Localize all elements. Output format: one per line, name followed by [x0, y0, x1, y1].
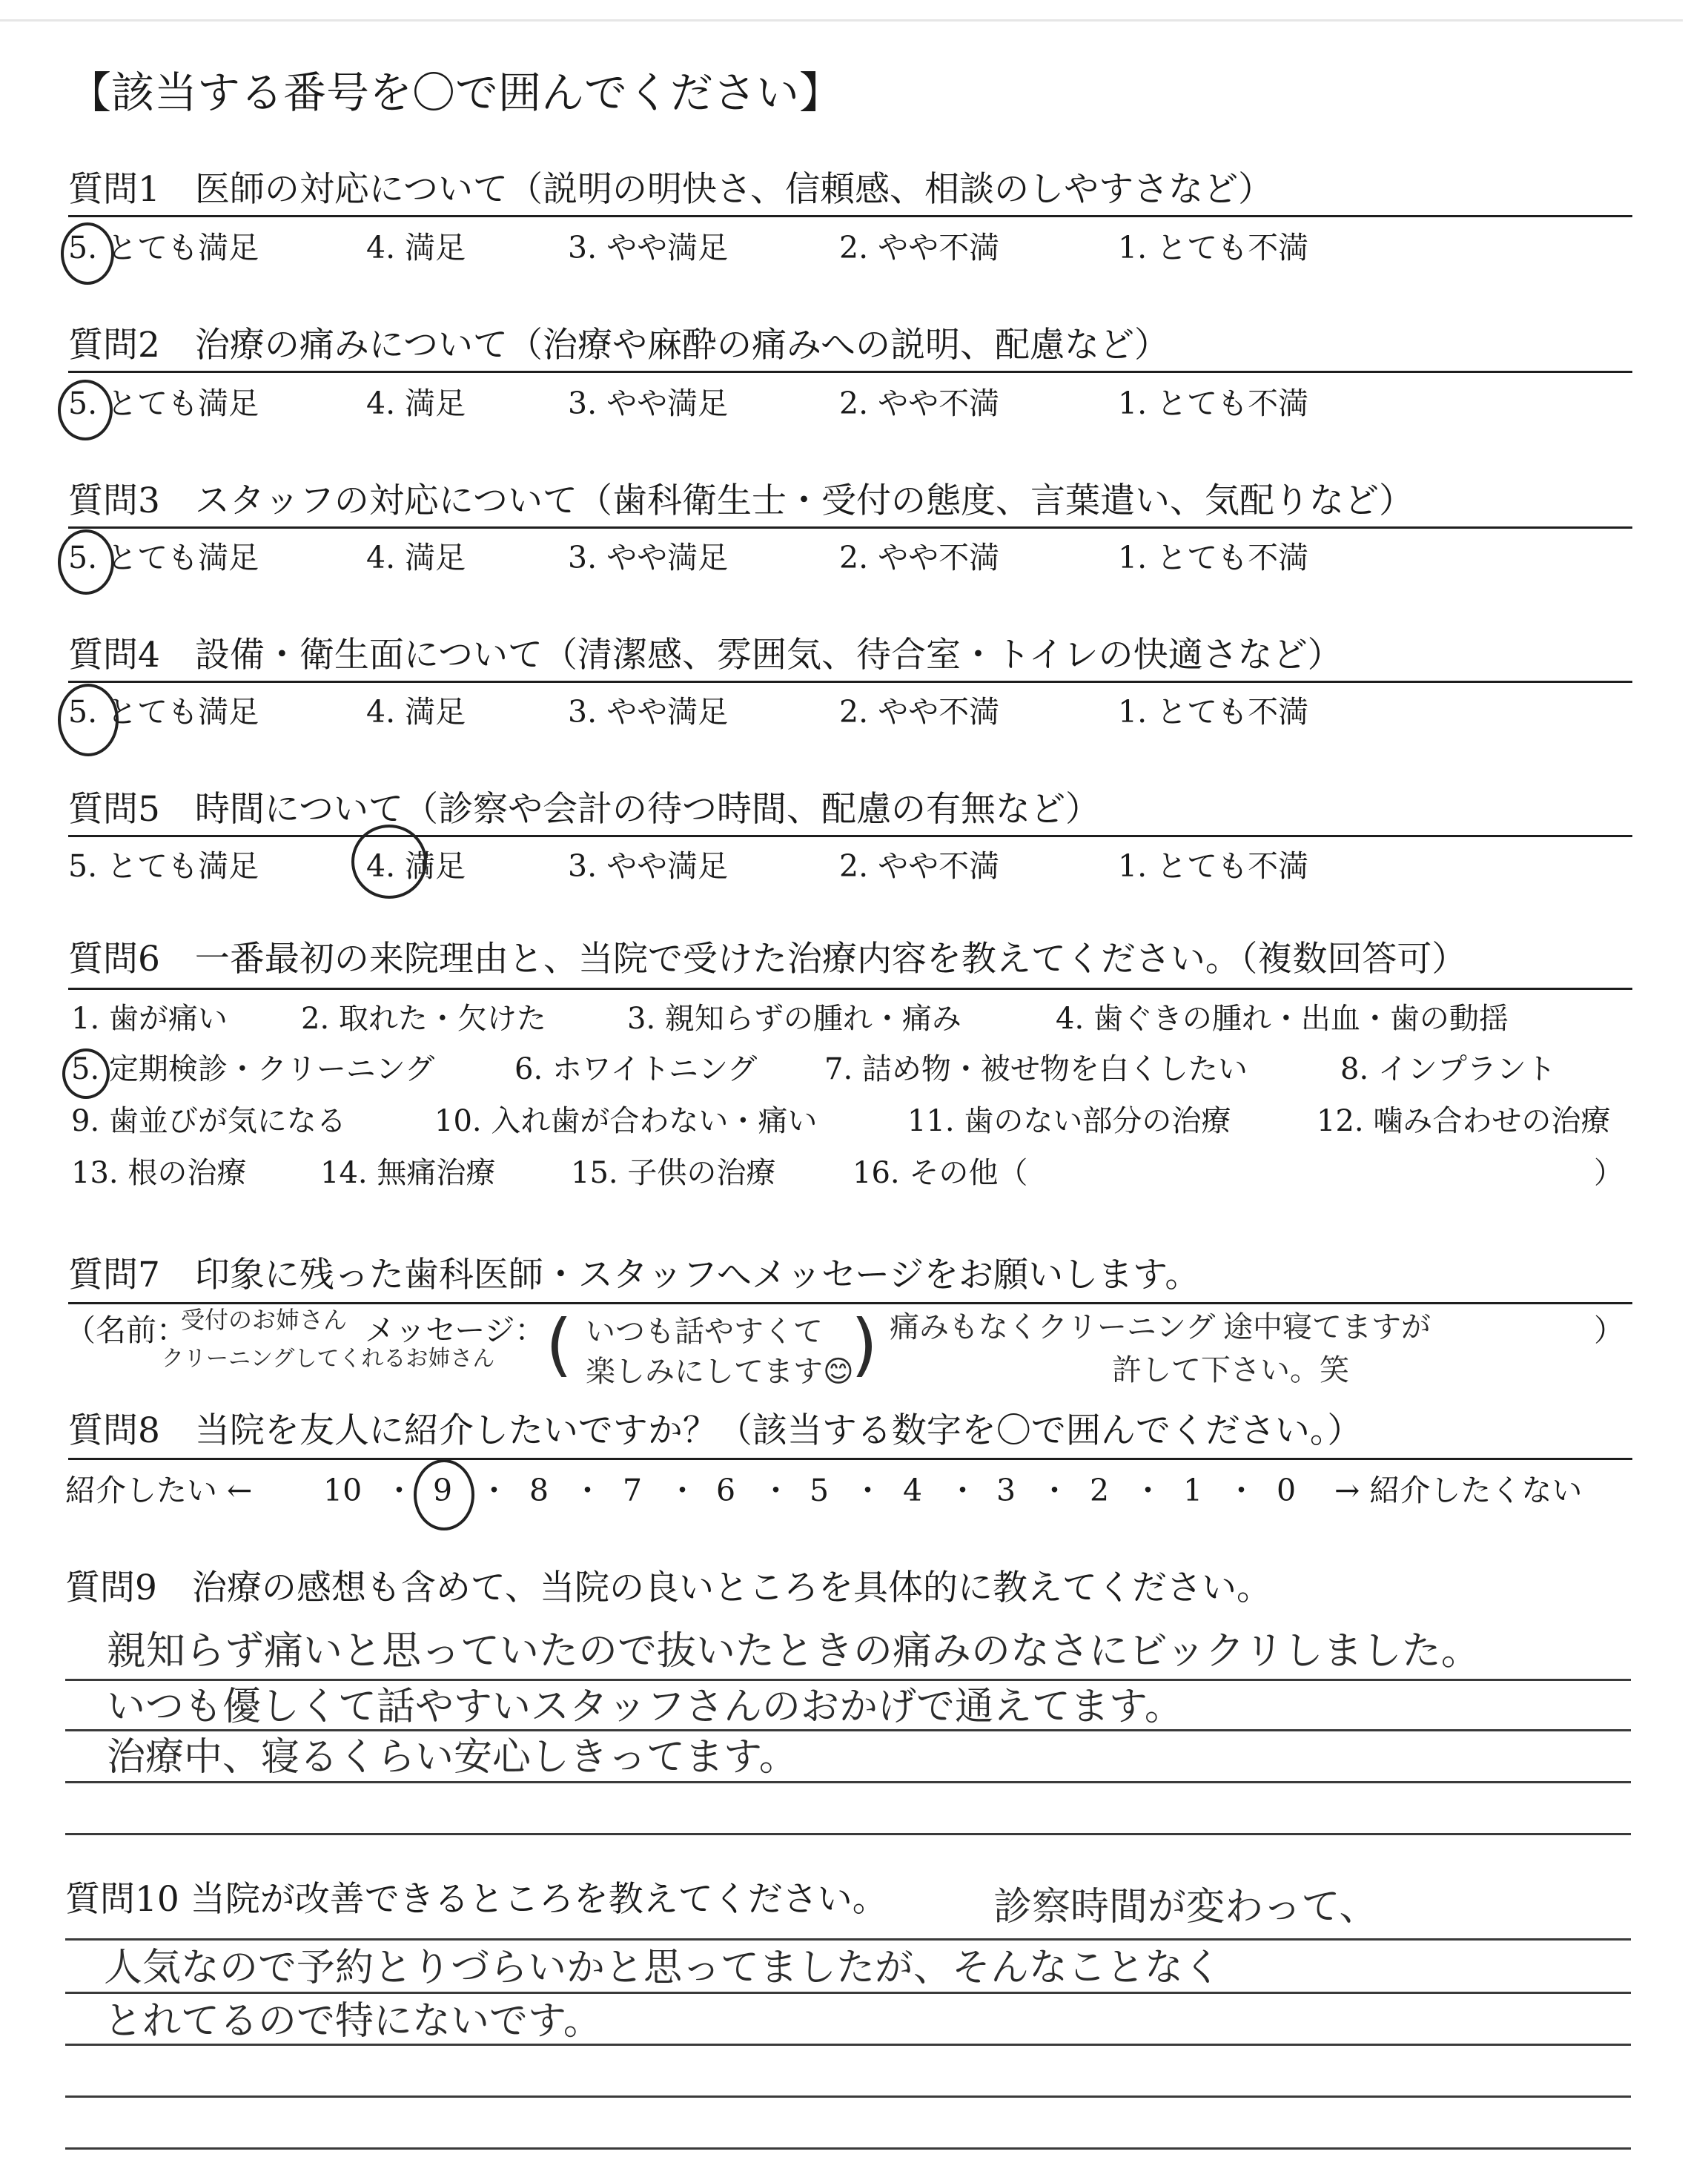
- q5-option-4[interactable]: 4. 満足: [366, 848, 466, 884]
- q5-option-5[interactable]: 5. とても満足: [68, 848, 259, 884]
- q6-item-3[interactable]: 3. 親知らずの腫れ・痛み: [627, 1002, 961, 1036]
- q6-title: 質問6 一番最初の来院理由と、当院で受けた治療内容を教えてください。（複数回答可）: [68, 939, 1467, 980]
- q9-answer-line-3: [65, 1781, 1631, 1783]
- q6-item-9[interactable]: 9. 歯並びが気になる: [71, 1104, 346, 1138]
- q8-rule: [68, 1458, 1632, 1460]
- q6-item-1[interactable]: 1. 歯が痛い: [71, 1002, 228, 1036]
- q5-option-3[interactable]: 3. やや満足: [568, 848, 729, 884]
- q2-rule: [68, 371, 1632, 373]
- q6-item-4[interactable]: 4. 歯ぐきの腫れ・出血・歯の動揺: [1056, 1002, 1509, 1036]
- q8-scale-0[interactable]: 0: [1277, 1473, 1297, 1508]
- q6-item-12[interactable]: 12. 噛み合わせの治療: [1317, 1104, 1611, 1138]
- q6-item-7[interactable]: 7. 詰め物・被せ物を白くしたい: [824, 1052, 1248, 1086]
- q10-handwritten-line-3: とれてるので特にないです。: [104, 1999, 602, 2044]
- q10-answer-line-2: [65, 1992, 1631, 1994]
- q8-sep-9: ・: [1133, 1473, 1163, 1508]
- q7-message-handwritten-4: 途中寝てますが: [1223, 1310, 1431, 1344]
- q4-selection-circle: [58, 684, 119, 756]
- q3-option-3[interactable]: 3. やや満足: [568, 540, 729, 575]
- q4-option-4[interactable]: 4. 満足: [366, 694, 466, 730]
- q6-item-2[interactable]: 2. 取れた・欠けた: [301, 1002, 546, 1036]
- q4-title: 質問4 設備・衛生面について（清潔感、雰囲気、待合室・トイレの快適さなど）: [68, 635, 1343, 676]
- q5-selection-circle: [351, 825, 427, 899]
- q7-name-handwritten-2: クリーニングしてくれるお姉さん: [162, 1346, 495, 1372]
- q2-option-1[interactable]: 1. とても不満: [1118, 386, 1309, 421]
- q8-scale-3[interactable]: 3: [996, 1473, 1016, 1508]
- q4-option-2[interactable]: 2. やや不満: [839, 694, 1000, 730]
- q3-option-1[interactable]: 1. とても不満: [1118, 540, 1309, 575]
- q8-scale-5[interactable]: 5: [810, 1473, 830, 1508]
- q10-handwritten-line-1: 診察時間が変わって、: [993, 1885, 1378, 1929]
- q8-selection-circle: [414, 1459, 474, 1530]
- q9-handwritten-line-2: いつも優しくて話やすいスタッフさんのおかげで通えてます。: [107, 1685, 1183, 1729]
- q7-rule: [68, 1302, 1632, 1304]
- q1-option-5[interactable]: 5. とても満足: [68, 230, 259, 265]
- q10-handwritten-line-2: 人気なので予約とりづらいかと思ってましたが、そんなことなく: [104, 1946, 1222, 1990]
- q8-sep-1: ・: [384, 1473, 414, 1508]
- q8-sep-6: ・: [853, 1473, 883, 1508]
- q2-option-3[interactable]: 3. やや満足: [568, 386, 729, 421]
- q5-option-2[interactable]: 2. やや不満: [839, 848, 1000, 884]
- q10-answer-line-1: [65, 1938, 1631, 1941]
- q8-scale-1[interactable]: 1: [1183, 1473, 1203, 1508]
- q8-scale-9[interactable]: 9: [433, 1473, 453, 1508]
- q8-scale-7[interactable]: 7: [623, 1473, 643, 1508]
- page-heading: 【該当する番号を〇で囲んでください】: [68, 67, 843, 118]
- q6-item-15[interactable]: 15. 子供の治療: [571, 1156, 776, 1190]
- q8-sep-2: ・: [479, 1473, 509, 1508]
- q9-handwritten-line-1: 親知らず痛いと思っていたので抜いたときの痛みのなさにビックリしました。: [107, 1628, 1480, 1674]
- q3-option-5[interactable]: 5. とても満足: [68, 540, 259, 575]
- q1-option-1[interactable]: 1. とても不満: [1118, 230, 1309, 265]
- q7-close-paren: ）: [1594, 1312, 1624, 1348]
- q7-message-label: メッセージ：: [365, 1312, 546, 1348]
- q6-item-16-close: ）: [1594, 1156, 1623, 1190]
- q10-answer-line-3: [65, 2044, 1631, 2046]
- q7-message-handwritten-1: いつも話やすくて: [586, 1315, 823, 1349]
- q6-rule: [68, 988, 1632, 990]
- q2-title: 質問2 治療の痛みについて（治療や麻酔の痛みへの説明、配慮など）: [68, 325, 1170, 366]
- q7-message-handwritten-3: 痛みもなくクリーニング: [890, 1310, 1216, 1344]
- q8-scale-6[interactable]: 6: [716, 1473, 736, 1508]
- q7-paren-open: (: [546, 1305, 572, 1384]
- q3-selection-circle: [58, 529, 114, 595]
- q4-option-1[interactable]: 1. とても不満: [1118, 694, 1309, 730]
- q9-handwritten-line-3: 治療中、寝るくらい安心しきってます。: [107, 1735, 798, 1780]
- q7-name-label: （名前：: [65, 1312, 187, 1348]
- q4-rule: [68, 681, 1632, 683]
- q8-title: 質問8 当院を友人に紹介したいですか？（該当する数字を〇で囲んでください。）: [68, 1410, 1363, 1451]
- q9-title: 質問9 治療の感想も含めて、当院の良いところを具体的に教えてください。: [65, 1568, 1271, 1608]
- q1-selection-circle: [61, 222, 114, 285]
- q7-title: 質問7 印象に残った歯科医師・スタッフへメッセージをお願いします。: [68, 1255, 1200, 1295]
- q9-answer-line-4: [65, 1833, 1631, 1835]
- q10-answer-line-5: [65, 2147, 1631, 2150]
- q2-option-4[interactable]: 4. 満足: [366, 386, 466, 421]
- q6-item-14[interactable]: 14. 無痛治療: [320, 1156, 496, 1190]
- q3-option-2[interactable]: 2. やや不満: [839, 540, 1000, 575]
- q5-option-1[interactable]: 1. とても不満: [1118, 848, 1309, 884]
- q2-selection-circle: [58, 380, 113, 440]
- q8-right-label: → 紹介したくない: [1334, 1473, 1583, 1508]
- q10-answer-line-4: [65, 2095, 1631, 2098]
- q1-option-4[interactable]: 4. 満足: [366, 230, 466, 265]
- q6-item-8[interactable]: 8. インプラント: [1340, 1052, 1556, 1086]
- q8-sep-4: ・: [667, 1473, 698, 1508]
- q8-left-label: 紹介したい ←: [65, 1473, 253, 1508]
- q7-paren-close: ): [851, 1305, 878, 1384]
- q4-option-3[interactable]: 3. やや満足: [568, 694, 729, 730]
- q6-item-5[interactable]: 5. 定期検診・クリーニング: [71, 1052, 435, 1086]
- q8-sep-8: ・: [1039, 1473, 1070, 1508]
- q7-message-handwritten-5: 許して下さい。笑: [1112, 1353, 1349, 1387]
- q6-item-16[interactable]: 16. その他（: [853, 1156, 1028, 1190]
- q3-title: 質問3 スタッフの対応について（歯科衛生士・受付の態度、言葉遣い、気配りなど）: [68, 480, 1414, 521]
- q6-item-10[interactable]: 10. 入れ歯が合わない・痛い: [434, 1104, 818, 1138]
- q1-option-2[interactable]: 2. やや不満: [839, 230, 1000, 265]
- scan-top-edge: [0, 0, 1683, 22]
- q6-item-6[interactable]: 6. ホワイトニング: [514, 1052, 758, 1086]
- q1-option-3[interactable]: 3. やや満足: [568, 230, 729, 265]
- q8-sep-3: ・: [572, 1473, 603, 1508]
- q3-rule: [68, 526, 1632, 529]
- q10-title: 質問10 当院が改善できるところを教えてください。: [65, 1879, 887, 1920]
- q8-scale-8[interactable]: 8: [529, 1473, 549, 1508]
- q5-title: 質問5 時間について（診察や会計の待つ時間、配慮の有無など）: [68, 789, 1100, 830]
- q4-option-5[interactable]: 5. とても満足: [68, 694, 259, 730]
- q6-item-13[interactable]: 13. 根の治療: [71, 1156, 247, 1190]
- q8-scale-4[interactable]: 4: [903, 1473, 923, 1508]
- q8-sep-10: ・: [1226, 1473, 1257, 1508]
- q1-title: 質問1 医師の対応について（説明の明快さ、信頼感、相談のしやすさなど）: [68, 169, 1274, 210]
- q2-option-2[interactable]: 2. やや不満: [839, 386, 1000, 421]
- q1-rule: [68, 215, 1632, 217]
- q8-scale-2[interactable]: 2: [1090, 1473, 1110, 1508]
- q9-answer-line-2: [65, 1729, 1631, 1731]
- q6-selection-circle: [62, 1048, 110, 1099]
- q6-item-11[interactable]: 11. 歯のない部分の治療: [907, 1104, 1231, 1138]
- q8-scale-10[interactable]: 10: [323, 1473, 363, 1508]
- q7-name-handwritten-1: 受付のお姉さん: [181, 1306, 348, 1334]
- q2-option-5[interactable]: 5. とても満足: [68, 386, 259, 421]
- q8-sep-7: ・: [947, 1473, 978, 1508]
- q9-answer-line-1: [65, 1679, 1631, 1681]
- q3-option-4[interactable]: 4. 満足: [366, 540, 466, 575]
- q5-rule: [68, 835, 1632, 837]
- q7-message-handwritten-2: 楽しみにしてます😊: [586, 1355, 854, 1389]
- q8-sep-5: ・: [761, 1473, 791, 1508]
